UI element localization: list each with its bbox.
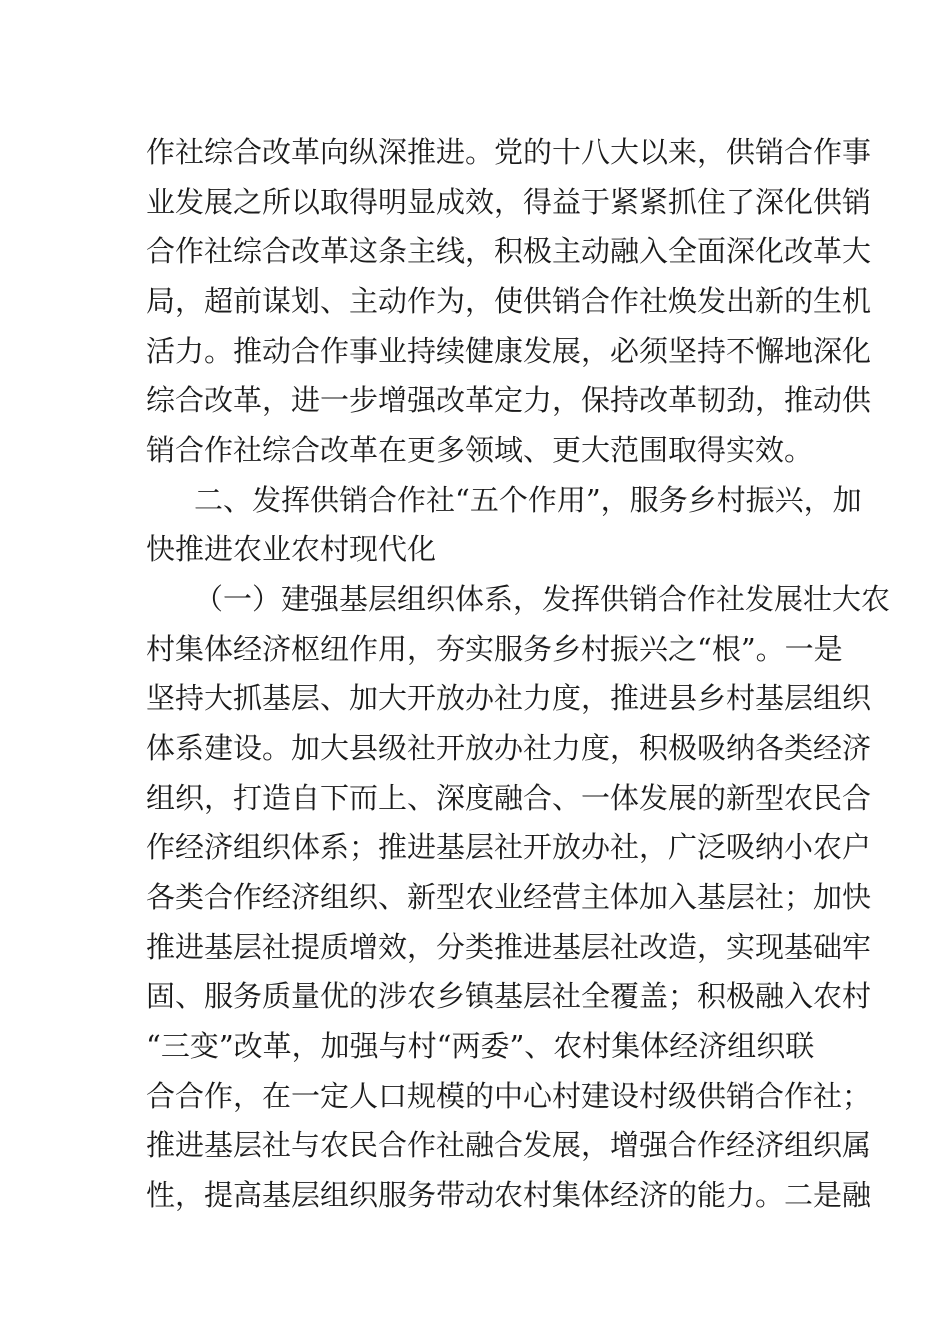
- body-text-line: 各类合作经济组织、新型农业经营主体加入基层社；加快: [146, 880, 872, 914]
- section-heading-line: 二、发挥供销合作社“五个作用”，服务乡村振兴，加: [194, 483, 862, 517]
- body-text-line: 性，提高基层组织服务带动农村集体经济的能力。二是融: [146, 1178, 872, 1212]
- body-text-line: 村集体经济枢纽作用，夯实服务乡村振兴之“根”。一是: [146, 632, 843, 666]
- body-text-line: 局，超前谋划、主动作为，使供销合作社焕发出新的生机: [146, 284, 872, 318]
- body-text-line: 销合作社综合改革在更多领域、更大范围取得实效。: [146, 433, 814, 467]
- body-text-line: 作经济组织体系；推进基层社开放办社，广泛吸纳小农户: [146, 830, 872, 864]
- body-text-line: 推进基层社与农民合作社融合发展，增强合作经济组织属: [146, 1128, 872, 1162]
- body-text-line: 体系建设。加大县级社开放办社力度，积极吸纳各类经济: [146, 731, 872, 765]
- body-text-line: “三变”改革，加强与村“两委”、农村集体经济组织联: [146, 1029, 815, 1063]
- body-text-line: 作社综合改革向纵深推进。党的十八大以来，供销合作事: [146, 135, 872, 169]
- body-text-line: 固、服务质量优的涉农乡镇基层社全覆盖；积极融入农村: [146, 979, 872, 1013]
- body-text-line: 推进基层社提质增效，分类推进基层社改造，实现基础牢: [146, 930, 872, 964]
- body-text-line: 活力。推动合作事业持续健康发展，必须坚持不懈地深化: [146, 334, 872, 368]
- body-text-line: 合作社综合改革这条主线，积极主动融入全面深化改革大: [146, 234, 872, 268]
- body-text-line: 坚持大抓基层、加大开放办社力度，推进县乡村基层组织: [146, 681, 872, 715]
- body-text-line: 业发展之所以取得明显成效，得益于紧紧抓住了深化供销: [146, 185, 872, 219]
- body-text-line: （一）建强基层组织体系，发挥供销合作社发展壮大农: [194, 582, 891, 616]
- body-text-line: 综合改革，进一步增强改革定力，保持改革韧劲，推动供: [146, 383, 872, 417]
- section-heading-line: 快推进农业农村现代化: [146, 532, 437, 566]
- body-text-line: 组织，打造自下而上、深度融合、一体发展的新型农民合: [146, 781, 872, 815]
- body-text-line: 合合作，在一定人口规模的中心村建设村级供销合作社；: [146, 1079, 872, 1113]
